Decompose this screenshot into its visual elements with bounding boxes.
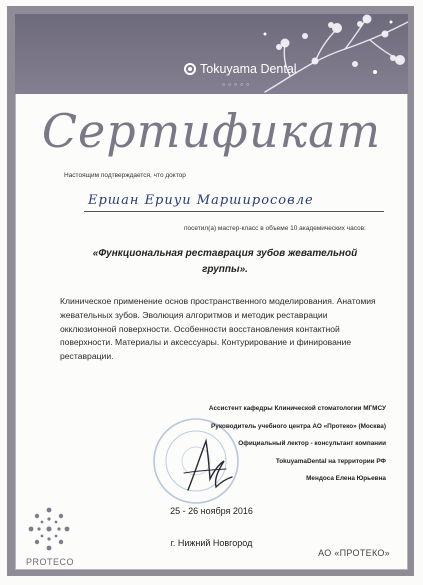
certificate-title: Сертификат [41,104,382,158]
brand-name: Tokuyama Dental [200,62,297,76]
signatory-line: TokuyamaDental на территории РФ [275,457,386,465]
event-city: г. Нижний Новгород [170,538,253,548]
attended-text: посетил(а) мастер-класс в объеме 10 академических часов: [184,225,366,232]
event-date: 25 - 26 ноября 2016 [170,506,253,516]
signatory-line: Официальный лектор - консультант компании [238,440,386,447]
brand-dots: ○○○○○ [222,82,253,88]
doctor-name: Ершан Ериуи Марширосовле [88,193,314,208]
company-name: АО «ПРОТЕКО» [318,548,390,558]
tokuyama-logo-icon [184,63,196,75]
name-underline [84,211,384,212]
handwritten-signature [176,435,236,495]
confirmation-text: Настоящим подтверждается, что доктор [64,172,186,179]
course-description: Клиническое применение основ пространственного моделирования. Анатомия жевательных зубов. Эволюция алгоритмов и методик реставрации окклюзионной поверхности. Особенности восстановления контактной поверхности. Материалы и аксессуары. Контурирование и финирование реставрации. [60,296,376,362]
tokuyama-logo [184,62,297,76]
header-banner [15,14,408,94]
signatory-line: Руководитель учебного центра АО «Протеко» (Москва) [211,422,386,430]
cherry-blossom-icon [15,14,408,94]
proteco-label: PROTECO [25,557,74,567]
signatory-line: Мендоса Елена Юрьевна [306,475,386,482]
signatory-line: Ассистент кафедры Клинической стоматологии МГМСУ [208,405,386,412]
course-title: «Функциональная реставрация зубов жевательной группы». [92,248,358,275]
